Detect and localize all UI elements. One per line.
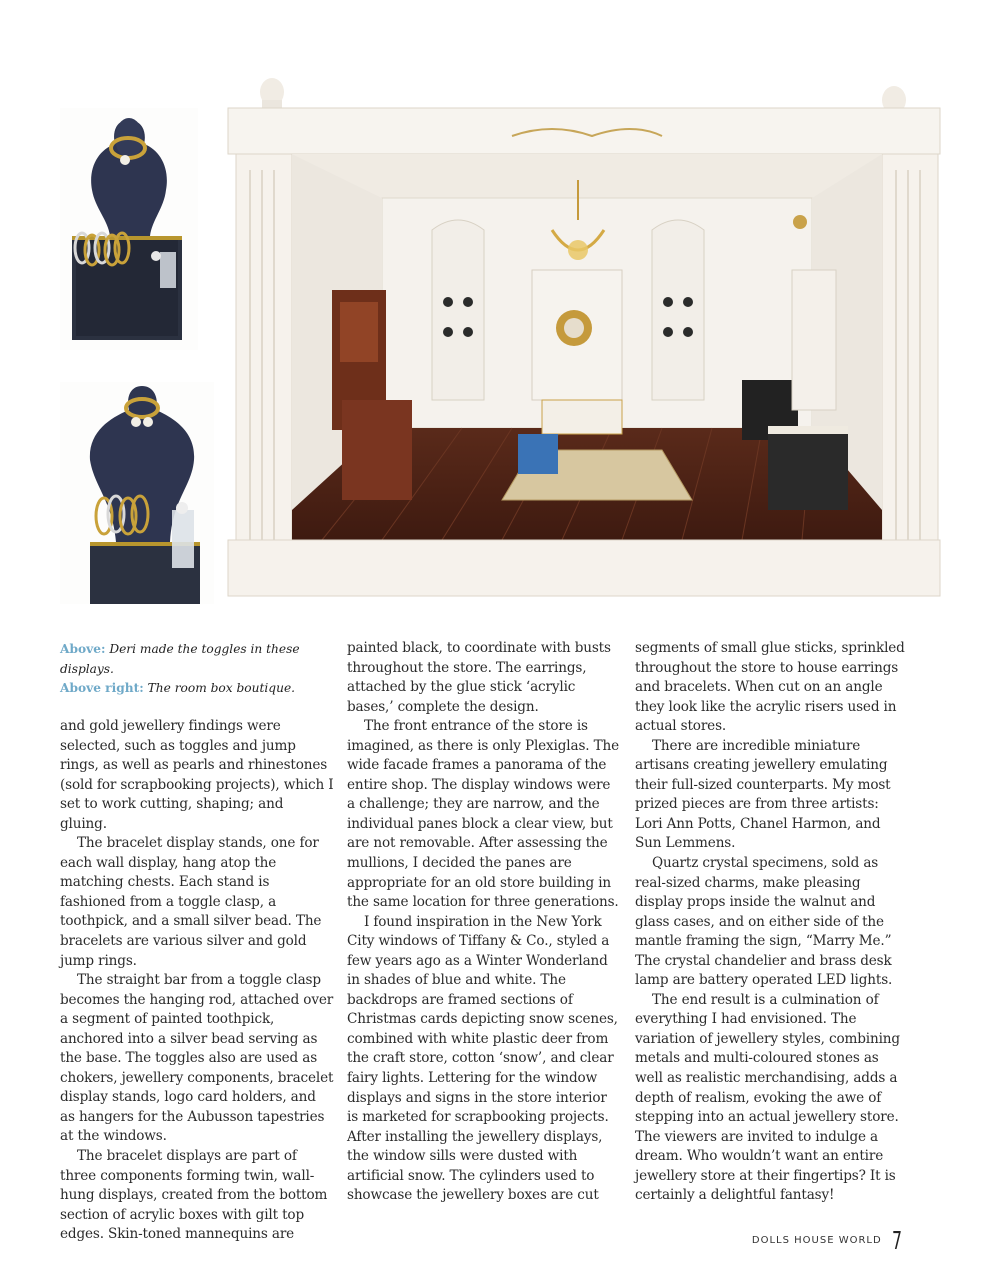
paragraph: There are incredible miniature artisans creating jewellery emulating their full-sized counterparts. My most prized pieces are from three artists: Lori Ann Potts, Chanel Harmon, and Sun Lemmens.: [635, 737, 891, 852]
caption-text: The room box boutique.: [147, 681, 296, 695]
text-column-3: [635, 639, 909, 1206]
bust-display-illustration: [60, 382, 214, 604]
page-footer: [752, 1226, 906, 1255]
paragraph: and gold jewellery findings were selected, such as toggles and jump rings, as well as pearls and rhinestones (sold for scrapbooking projects), which I set to work cutting, shaping; and gluing.: [60, 718, 334, 832]
room-box-illustration: [222, 70, 944, 610]
bust-display-illustration: [60, 108, 198, 350]
room-box-photo: [222, 70, 944, 610]
page-number: 7: [891, 1226, 902, 1255]
paragraph: Quartz crystal specimens, sold as real-sized charms, make pleasing display props inside the walnut and glass cases, and on either side of the mantle framing the sign, “Marry Me.” The crystal chandelier and brass desk lamp are battery operated LED lights.: [635, 855, 893, 989]
paragraph: The bracelet display stands, one for each wall display, hang atop the matching chests. Each stand is fashioned from a toggle clasp, a toothpick, and a small silver bead. The bracelets are various silver and gold jump rings.: [60, 835, 322, 969]
caption-lead: Above right:: [60, 681, 144, 695]
paragraph: segments of small glue sticks, sprinkled throughout the store to house earrings and bracelets. When cut on an angle they look like the acrylic risers used in actual stores.: [635, 640, 905, 735]
paragraph: painted black, to coordinate with busts throughout the store. The earrings, attached by the glue stick ‘acrylic bases,’ complete the design.: [347, 640, 611, 715]
magazine-name: DOLLS HOUSE WORLD: [751, 1235, 882, 1246]
bust-display-photo-bottom: [60, 382, 214, 604]
paragraph: The straight bar from a toggle clasp becomes the hanging rod, attached over a segment of painted toothpick, anchored into a silver bead serving as the base. The toggles also are used as chokers, jewellery components, bracelet display stands, logo card holders, and as hangers for the Aubusson tapestries at the windows.: [60, 972, 334, 1145]
photo-captions: [60, 640, 332, 699]
paragraph: The front entrance of the store is imagined, as there is only Plexiglas. The wide facade frames a panorama of the entire shop. The display windows were a challenge; they are narrow, and the individual panes block a clear view, but are not removable. After assessing the mullions, I decided the panes are appropriate for an old store building in the same location for three generations.: [347, 718, 620, 911]
caption-text: Deri made the toggles in these displays.: [60, 642, 300, 676]
text-column-1: [60, 717, 334, 1245]
caption-above: [60, 640, 332, 679]
paragraph: I found inspiration in the New York City windows of Tiffany & Co., styled a few years ago as a Winter Wonderland in shades of blue and white. The backdrops are framed sections of Christmas cards depicting snow scenes, combined with white plastic deer from the craft store, cotton ‘snow’, and clear fairy lights. Lettering for the window displays and signs in the store interior is marketed for scrapbooking projects. After installing the jewellery displays, the window sills were dusted with artificial snow. The cylinders used to showcase the jewellery boxes are cut: [347, 913, 618, 1204]
paragraph: The bracelet displays are part of three components forming twin, wall-hung displays, created from the bottom section of acrylic boxes with gilt top edges. Skin-toned mannequins are: [60, 1148, 328, 1243]
text-column-2: [347, 639, 621, 1206]
paragraph: The end result is a culmination of everything I had envisioned. The variation of jewellery styles, combining metals and multi-coloured stones as well as realistic merchandising, adds a depth of realism, evoking the awe of stepping into an actual jewellery store. The viewers are invited to indulge a dream. Who wouldn’t want an entire jewellery store at their fingertips? It is certainly a delightful fantasy!: [635, 991, 900, 1204]
bust-display-photo-top: [60, 108, 198, 350]
caption-lead: Above:: [60, 642, 106, 656]
caption-above-right: [60, 679, 332, 699]
